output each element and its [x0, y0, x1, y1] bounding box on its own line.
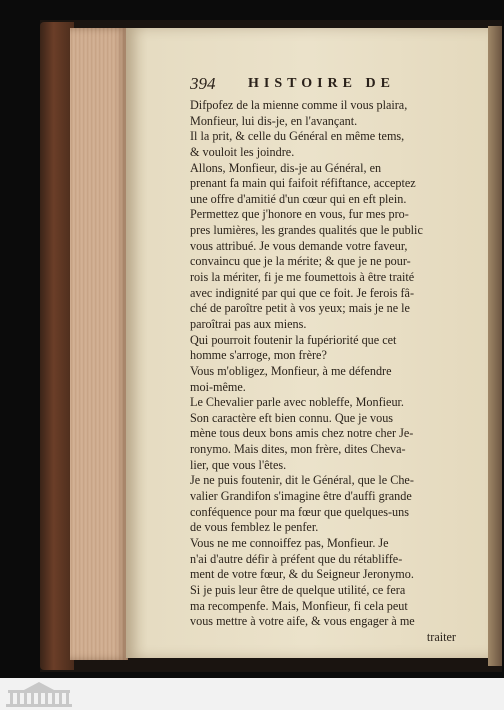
text-line: vous attribué. Je vous demande votre faveur, [190, 238, 408, 253]
text-line: lier, que vous l'êtes. [190, 457, 287, 472]
text-line: mène tous deux bons amis chez notre cher Je- [190, 426, 414, 441]
text-line: Permettez que j'honore en vous, fur mes pro- [190, 207, 409, 222]
text-line: de vous femblez le penfer. [190, 520, 319, 535]
text-line: ché de paroître petit à vos yeux; mais je ne le [190, 301, 410, 316]
text-line: une offre d'amitié d'un cœur qui en eft plein. [190, 191, 407, 206]
text-line: Vous ne me connoiffez pas, Monfieur. Je [190, 535, 389, 550]
running-title: HISTOIRE DE [248, 76, 395, 91]
page-text [190, 98, 456, 645]
text-line: pres lumières, les grandes qualités que le public [190, 223, 423, 238]
page-right-edge [488, 26, 502, 666]
text-line: paroîtrai pas aux miens. [190, 316, 307, 331]
text-line: avec indignité par qui que ce foit. Je ferois fâ- [190, 285, 415, 300]
text-line: ma recompenfe. Mais, Monfieur, fi cela peut [190, 598, 408, 613]
footer-bar [0, 678, 504, 710]
page-number: 394 [190, 74, 216, 93]
text-line: Qui pourroit foutenir la fupériorité que cet [190, 332, 397, 347]
text-line: Je ne puis foutenir, dit le Général, que le Che- [190, 473, 414, 488]
page-header [190, 74, 454, 94]
text-line: rois la mériter, fi je me foumettois à être traité [190, 270, 415, 285]
text-line: vous mettre à votre aife, & vous engager à me [190, 614, 415, 629]
text-line: homme s'arroge, mon frère? [190, 348, 327, 363]
text-line: moi-même. [190, 379, 246, 394]
text-line: ronymo. Mais dites, mon frère, dites Cheva- [190, 442, 406, 457]
library-building-icon [4, 680, 74, 708]
text-line: Vous m'obligez, Monfieur, à me défendre [190, 363, 392, 378]
text-line: Si je puis leur être de quelque utilité, ce fera [190, 582, 406, 597]
text-line: conféquence pour ma fœur que quelques-uns [190, 504, 409, 519]
text-line: convaincu que je la mérite; & que je ne pour- [190, 254, 411, 269]
book-cover-edge [40, 22, 74, 670]
text-line: Monfieur, lui dis-je, en l'avançant. [190, 113, 358, 128]
text-line: Allons, Monfieur, dis-je au Général, en [190, 160, 382, 175]
text-line: Le Chevalier parle avec nobleffe, Monfieur. [190, 395, 404, 410]
catchword: traiter [426, 629, 456, 644]
text-line: valier Grandifon s'imagine être d'auffi grande [190, 489, 412, 504]
text-line: & vouloit les joindre. [190, 144, 295, 159]
text-line: Son caractère eft bien connu. Que je vous [190, 410, 394, 425]
text-line: Difpofez de la mienne comme il vous plaira, [190, 98, 408, 112]
text-line: prenant fa main qui faifoit réfiftance, acceptez [190, 176, 416, 191]
text-line: n'ai d'autre défir à préfent que du rétabliffe- [190, 551, 403, 566]
page-edges [70, 28, 128, 660]
text-line: Il la prit, & celle du Général en même tems, [190, 129, 405, 144]
text-line: ment de votre fœur, & du Seigneur Jeronymo. [190, 567, 414, 582]
